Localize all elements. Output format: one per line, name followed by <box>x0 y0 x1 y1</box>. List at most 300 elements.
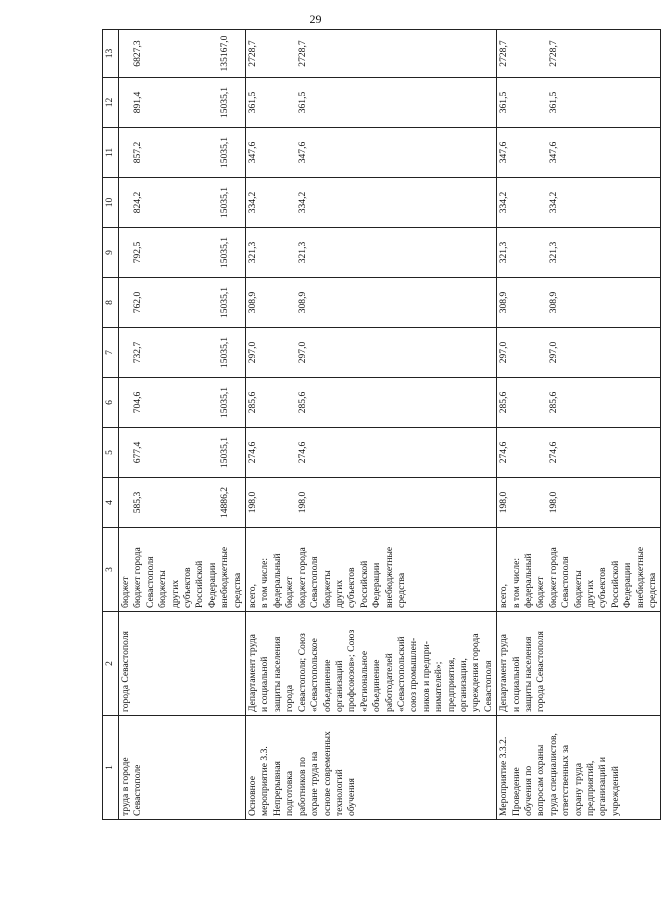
amount-cell <box>246 278 497 328</box>
amount-value: 198,0 <box>498 491 510 514</box>
amount-cell <box>119 378 246 428</box>
amount-value <box>182 181 194 224</box>
cell-line: организаций и <box>597 756 609 816</box>
amount-value <box>207 331 219 374</box>
amount-value: 321,3 <box>247 241 259 264</box>
amount-value <box>194 381 206 424</box>
cell-line: Непрерывная <box>271 761 283 816</box>
amount-value <box>157 431 169 474</box>
cell-line: внебюджетные <box>634 546 646 608</box>
amount-value <box>523 331 535 374</box>
amount-value <box>145 431 157 474</box>
cell-line: и социальной <box>510 656 522 712</box>
amount-value: 347,6 <box>296 141 308 164</box>
column-number: 9 <box>103 228 119 278</box>
amount-value: 308,9 <box>247 291 259 314</box>
amount-value: 297,0 <box>498 341 510 364</box>
amount-cell <box>497 378 661 428</box>
amount-value <box>145 381 157 424</box>
amount-value: 15035,1 <box>219 336 231 369</box>
amount-value <box>207 231 219 274</box>
amount-value <box>284 33 296 74</box>
cell-line: других <box>585 579 597 608</box>
amount-value: 198,0 <box>547 491 559 514</box>
amount-value <box>194 281 206 324</box>
cell-line: «Севастопольский <box>395 636 407 712</box>
funding-source-cell <box>497 528 661 612</box>
amount-value <box>207 431 219 474</box>
amount-value <box>272 131 284 174</box>
amount-value <box>145 181 157 224</box>
amount-value <box>535 81 547 124</box>
cell-line: Севастополя <box>560 556 572 608</box>
amount-value <box>284 81 296 124</box>
cell-line: всего, <box>498 584 510 608</box>
amount-value: 857,2 <box>132 141 144 164</box>
cell-line: бюджет города <box>296 547 308 608</box>
amount-value: 15035,1 <box>219 286 231 319</box>
amount-value: 704,6 <box>132 391 144 414</box>
cell-line: профсоюзов»; Союз <box>346 629 358 712</box>
amount-value: 198,0 <box>296 491 308 514</box>
amount-value <box>535 181 547 224</box>
budget-table <box>102 29 661 820</box>
cell-line: Севастополя; Союз <box>296 633 308 712</box>
column-number: 10 <box>103 178 119 228</box>
amount-value <box>511 131 523 174</box>
cell-line: средства <box>647 572 659 608</box>
table-row <box>497 30 661 820</box>
amount-value: 135167,0 <box>219 35 231 72</box>
column-number: 7 <box>103 328 119 378</box>
column-number: 1 <box>103 716 119 820</box>
cell-line: предприятия, <box>445 657 457 712</box>
cell-line: федеральный <box>271 553 283 608</box>
amount-value <box>207 81 219 124</box>
cell-line: защиты населения <box>271 636 283 712</box>
amount-value: 198,0 <box>247 491 259 514</box>
amount-value <box>120 381 132 424</box>
cell-line: союз промышлен- <box>408 637 420 712</box>
amount-value: 361,5 <box>296 91 308 114</box>
amount-value <box>284 431 296 474</box>
amount-value <box>259 281 271 324</box>
amount-value <box>170 181 182 224</box>
cell-line: организации, <box>457 658 469 712</box>
amount-cell <box>497 78 661 128</box>
amount-cell <box>246 328 497 378</box>
cell-line: всего, <box>247 584 259 608</box>
cell-line: организаций <box>333 660 345 712</box>
cell-line: бюджет <box>284 576 296 608</box>
amount-value <box>259 181 271 224</box>
cell-line: обучения по <box>523 765 534 816</box>
amount-value <box>272 231 284 274</box>
cell-line: субъектов <box>346 567 358 608</box>
cell-line: Севастополя <box>482 660 494 712</box>
cell-line: труда в городе <box>120 757 131 816</box>
amount-value <box>120 231 132 274</box>
amount-value <box>535 481 547 524</box>
amount-value <box>145 481 157 524</box>
cell-line: Российской <box>358 560 370 608</box>
amount-value <box>511 231 523 274</box>
amount-value: 2728,7 <box>247 40 259 67</box>
cell-line: объединение <box>321 659 333 712</box>
amount-value <box>120 481 132 524</box>
cell-line: ответственных за <box>560 744 572 816</box>
amount-value <box>272 33 284 74</box>
amount-value <box>207 281 219 324</box>
table-row <box>246 30 497 820</box>
cell-line: города <box>284 685 296 712</box>
amount-value <box>157 281 169 324</box>
amount-value <box>157 81 169 124</box>
cell-line: охране труда на <box>309 751 321 816</box>
amount-value <box>511 481 523 524</box>
cell-line: средства <box>395 572 407 608</box>
executor-cell <box>497 612 661 716</box>
cell-line: работников по <box>296 757 308 816</box>
budget-table-sheet <box>102 30 659 820</box>
amount-value <box>523 481 535 524</box>
amount-value <box>182 381 194 424</box>
amount-value: 361,5 <box>547 91 559 114</box>
amount-value <box>259 131 271 174</box>
amount-value <box>194 81 206 124</box>
cell-line: Проведение <box>510 767 522 816</box>
amount-value: 15035,1 <box>219 236 231 269</box>
amount-value <box>120 431 132 474</box>
cell-line: Мероприятие 3.3.2. <box>498 736 510 816</box>
amount-value: 308,9 <box>296 291 308 314</box>
cell-line: вопросам охраны <box>535 744 547 816</box>
amount-value: 732,7 <box>132 341 144 364</box>
amount-value <box>182 281 194 324</box>
amount-value: 15035,1 <box>219 86 231 119</box>
amount-value <box>157 331 169 374</box>
amount-value: 274,6 <box>498 441 510 464</box>
cell-line: Федерации <box>371 562 383 608</box>
amount-value: 15035,1 <box>219 186 231 219</box>
amount-value <box>120 331 132 374</box>
cell-line: внебюджетные <box>219 546 231 608</box>
amount-value <box>511 181 523 224</box>
amount-value <box>170 131 182 174</box>
amount-value <box>194 431 206 474</box>
amount-value: 585,3 <box>132 491 144 514</box>
amount-cell <box>497 478 661 528</box>
amount-value <box>511 331 523 374</box>
amount-value: 6827,3 <box>132 40 144 67</box>
cell-line: субъектов <box>597 567 609 608</box>
amount-value <box>170 33 182 74</box>
amount-cell <box>246 478 497 528</box>
cell-line: субъектов <box>182 567 194 608</box>
cell-line: подготовка <box>284 770 296 816</box>
column-number: 13 <box>103 30 119 78</box>
amount-value <box>272 381 284 424</box>
amount-cell <box>497 178 661 228</box>
table-row <box>119 30 246 820</box>
amount-value <box>511 33 523 74</box>
cell-line: Департамент труда <box>498 634 510 712</box>
amount-value: 891,4 <box>132 91 144 114</box>
amount-value <box>259 33 271 74</box>
amount-value <box>272 281 284 324</box>
amount-value <box>120 131 132 174</box>
amount-cell <box>246 378 497 428</box>
amount-value: 334,2 <box>247 191 259 214</box>
amount-value: 308,9 <box>498 291 510 314</box>
amount-value <box>170 231 182 274</box>
amount-value <box>272 81 284 124</box>
amount-value <box>170 81 182 124</box>
funding-source-cell <box>119 528 246 612</box>
column-number: 3 <box>103 528 119 612</box>
amount-cell <box>497 278 661 328</box>
measure-name-cell <box>497 716 661 820</box>
cell-line: бюджет <box>120 576 131 608</box>
cell-line: федеральный <box>523 553 534 608</box>
amount-value <box>157 181 169 224</box>
amount-value <box>182 431 194 474</box>
amount-value <box>523 231 535 274</box>
amount-value: 361,5 <box>247 91 259 114</box>
amount-value <box>194 231 206 274</box>
column-number: 4 <box>103 478 119 528</box>
amount-value <box>259 231 271 274</box>
amount-value <box>535 131 547 174</box>
amount-value <box>170 331 182 374</box>
executor-cell <box>246 612 497 716</box>
amount-value <box>182 33 194 74</box>
amount-value <box>120 281 132 324</box>
amount-value <box>170 431 182 474</box>
amount-value: 361,5 <box>498 91 510 114</box>
cell-line: Севастополя <box>309 556 321 608</box>
cell-line: нимателей»; <box>433 661 445 712</box>
amount-cell <box>497 228 661 278</box>
amount-value <box>284 481 296 524</box>
amount-value: 321,3 <box>498 241 510 264</box>
amount-cell <box>497 428 661 478</box>
amount-value: 274,6 <box>247 441 259 464</box>
amount-value <box>170 481 182 524</box>
amount-value <box>523 81 535 124</box>
cell-line: Федерации <box>206 562 218 608</box>
amount-value <box>511 81 523 124</box>
amount-value <box>523 181 535 224</box>
cell-line: бюджеты <box>572 570 584 608</box>
amount-value <box>145 281 157 324</box>
measure-name-cell <box>246 716 497 820</box>
amount-value <box>535 331 547 374</box>
amount-value: 334,2 <box>296 191 308 214</box>
amount-value <box>272 481 284 524</box>
cell-line: защиты населения <box>523 636 534 712</box>
column-number: 2 <box>103 612 119 716</box>
amount-value <box>145 131 157 174</box>
cell-line: города Севастополя <box>535 631 547 712</box>
column-number-header-row <box>103 30 119 820</box>
measure-name-cell <box>119 716 246 820</box>
amount-value: 347,6 <box>547 141 559 164</box>
cell-line: работодателей <box>383 653 395 712</box>
amount-value <box>523 33 535 74</box>
amount-value: 321,3 <box>547 241 559 264</box>
cell-line: основе современных <box>321 731 333 816</box>
amount-cell <box>246 128 497 178</box>
cell-line: «Севастопольское <box>309 638 321 712</box>
cell-line: «Региональное <box>358 650 370 712</box>
column-number: 8 <box>103 278 119 328</box>
amount-value <box>157 131 169 174</box>
amount-cell <box>119 428 246 478</box>
amount-cell <box>246 178 497 228</box>
amount-value <box>272 181 284 224</box>
cell-line: бюджет <box>535 576 547 608</box>
amount-value: 824,2 <box>132 191 144 214</box>
amount-value <box>523 431 535 474</box>
amount-value <box>182 131 194 174</box>
amount-cell <box>246 30 497 78</box>
amount-value <box>145 81 157 124</box>
amount-value <box>207 131 219 174</box>
amount-value: 274,6 <box>296 441 308 464</box>
amount-value <box>120 181 132 224</box>
cell-line: ников и предпри- <box>420 641 432 712</box>
cell-line: в том числе: <box>510 557 522 608</box>
table-body <box>119 30 661 820</box>
amount-value: 347,6 <box>247 141 259 164</box>
amount-cell <box>497 128 661 178</box>
amount-value <box>182 231 194 274</box>
amount-value: 285,6 <box>296 391 308 414</box>
amount-value <box>145 231 157 274</box>
amount-cell <box>497 30 661 78</box>
amount-value <box>182 81 194 124</box>
amount-value <box>523 131 535 174</box>
amount-value <box>272 331 284 374</box>
amount-cell <box>497 328 661 378</box>
amount-value <box>259 381 271 424</box>
cell-line: в том числе: <box>259 557 271 608</box>
cell-line: обучения <box>346 778 358 816</box>
cell-line: Федерации <box>622 562 634 608</box>
amount-value: 15035,1 <box>219 386 231 419</box>
amount-value: 297,0 <box>296 341 308 364</box>
column-number: 12 <box>103 78 119 128</box>
amount-cell <box>119 278 246 328</box>
amount-value <box>259 331 271 374</box>
amount-cell <box>119 228 246 278</box>
cell-line: других <box>333 579 345 608</box>
cell-line: технологий <box>333 769 345 816</box>
amount-value: 347,6 <box>498 141 510 164</box>
amount-cell <box>246 78 497 128</box>
cell-line: предприятий, <box>585 760 597 816</box>
amount-value: 285,6 <box>498 391 510 414</box>
amount-cell <box>246 428 497 478</box>
amount-value <box>157 231 169 274</box>
amount-cell <box>119 328 246 378</box>
amount-cell <box>119 178 246 228</box>
column-number: 11 <box>103 128 119 178</box>
amount-value: 677,4 <box>132 441 144 464</box>
amount-value <box>259 481 271 524</box>
cell-line: учреждения города <box>470 633 482 712</box>
cell-line: мероприятие 3.3. <box>259 746 271 816</box>
amount-value <box>120 33 132 74</box>
amount-value <box>259 431 271 474</box>
amount-value <box>284 281 296 324</box>
amount-value <box>170 381 182 424</box>
cell-line: города Севастополя <box>120 631 131 712</box>
cell-line: бюджет города <box>547 547 559 608</box>
amount-value <box>194 33 206 74</box>
amount-value: 297,0 <box>247 341 259 364</box>
amount-value: 15035,1 <box>219 436 231 469</box>
cell-line: Севастополя <box>144 556 156 608</box>
executor-cell <box>119 612 246 716</box>
amount-value <box>535 33 547 74</box>
cell-line: других <box>169 579 181 608</box>
amount-cell <box>119 478 246 528</box>
amount-cell <box>119 30 246 78</box>
amount-value <box>207 381 219 424</box>
amount-value <box>284 331 296 374</box>
cell-line: учреждений <box>609 766 621 816</box>
amount-value <box>511 281 523 324</box>
amount-value <box>272 431 284 474</box>
amount-value <box>284 181 296 224</box>
column-number: 6 <box>103 378 119 428</box>
cell-line: труда специалистов, <box>547 733 559 816</box>
amount-value <box>284 131 296 174</box>
amount-value <box>523 381 535 424</box>
amount-value <box>194 481 206 524</box>
cell-line: Российской <box>194 560 206 608</box>
cell-line: внебюджетные <box>383 546 395 608</box>
amount-value <box>157 381 169 424</box>
amount-value <box>182 331 194 374</box>
amount-value <box>511 381 523 424</box>
cell-line: средства <box>231 572 243 608</box>
amount-value <box>182 481 194 524</box>
amount-value: 792,5 <box>132 241 144 264</box>
amount-value: 2728,7 <box>296 40 308 67</box>
amount-value: 2728,7 <box>498 40 510 67</box>
amount-value <box>145 331 157 374</box>
amount-value <box>157 481 169 524</box>
cell-line: и социальной <box>259 656 271 712</box>
amount-value <box>170 281 182 324</box>
amount-value <box>120 81 132 124</box>
amount-value <box>259 81 271 124</box>
cell-line: охрану труда <box>572 762 584 816</box>
amount-value <box>207 33 219 74</box>
column-number: 5 <box>103 428 119 478</box>
amount-value <box>284 231 296 274</box>
amount-value: 274,6 <box>547 441 559 464</box>
cell-line: объединение <box>371 659 383 712</box>
cell-line: бюджет города <box>132 547 144 608</box>
amount-value <box>511 431 523 474</box>
amount-value <box>207 481 219 524</box>
amount-value: 297,0 <box>547 341 559 364</box>
amount-value <box>535 281 547 324</box>
